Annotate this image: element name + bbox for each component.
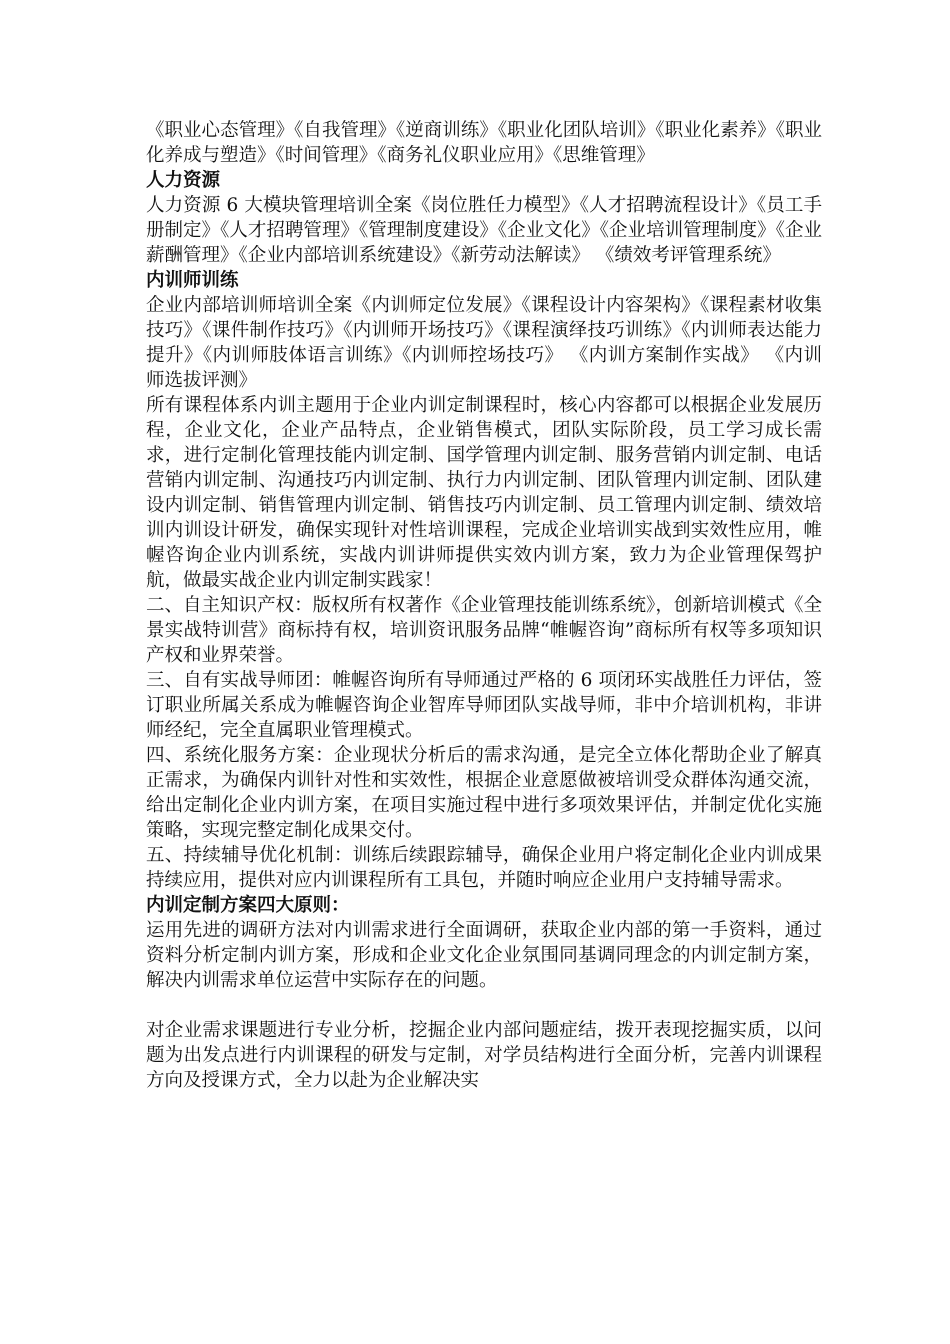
service-plan-paragraph: 四、系统化服务方案：企业现状分析后的需求沟通，是完全立体化帮助企业了解真正需求，为确保内训针对性和实效性，根据企业意愿做被培训受众群体沟通交流，给出定制化企业内训方案，在项目实施过程中进行多项效果评估，并制定优化实施策略，实现完整定制化成果交付。 bbox=[146, 745, 822, 841]
research-paragraph: 运用先进的调研方法对内训需求进行全面调研，获取企业内部的第一手资料，通过资料分析定制内训方案，形成和企业文化企业氛围同基调同理念的内训定制方案，解决内训需求单位运营中实际存在的问题。 bbox=[146, 920, 822, 991]
blank-line bbox=[146, 993, 822, 1018]
customization-paragraph: 所有课程体系内训主题用于企业内训定制课程时，核心内容都可以根据企业发展历程，企业文化，企业产品特点，企业销售模式，团队实际阶段，员工学习成长需求，进行定制化管理技能内训定制、国学管理内训定制、服务营销内训定制、电话营销内训定制、沟通技巧内训定制、执行力内训定制、团队管理内训定制、团队建设内训定制、销售管理内训定制、销售技巧内训定制、员工管理内训定制、绩效培训内训设计研发，确保实现针对性培训课程，完成企业培训实战到实效性应用，帷幄咨询企业内训系统，实战内训讲师提供实效内训方案，致力为企业管理保驾护航，做最实战企业内训定制实践家！ bbox=[146, 395, 822, 591]
course-list-paragraph: 《职业心态管理》《自我管理》《逆商训练》《职业化团队培训》《职业化素养》《职业化养成与塑造》《时间管理》《商务礼仪职业应用》《思维管理》 bbox=[146, 120, 822, 166]
mentor-team-paragraph: 三、自有实战导师团：帷幄咨询所有导师通过严格的 6 项闭环实战胜任力评估，签订职业所属关系成为帷幄咨询企业智库导师团队实战导师，非中介培训机构，非讲师经纪，完全直属职业管理模式。 bbox=[146, 670, 822, 741]
section-heading-trainer: 内训师训练 bbox=[146, 270, 239, 291]
section-heading-principles: 内训定制方案四大原则： bbox=[146, 895, 350, 916]
hr-course-paragraph: 人力资源 6 大模块管理培训全案《岗位胜任力模型》《人才招聘流程设计》《员工手册制定》《人才招聘管理》《管理制度建设》《企业文化》《企业培训管理制度》《企业薪酬管理》《企业内部培训系统建设》《新劳动法解读》 《绩效考评管理系统》 bbox=[146, 195, 822, 266]
section-heading-hr: 人力资源 bbox=[146, 170, 221, 191]
document-body bbox=[146, 118, 822, 1093]
coaching-paragraph: 五、持续辅导优化机制：训练后续跟踪辅导，确保企业用户将定制化企业内训成果持续应用，提供对应内训课程所有工具包，并随时响应企业用户支持辅导需求。 bbox=[146, 845, 822, 891]
trainer-course-paragraph: 企业内部培训师培训全案《内训师定位发展》《课程设计内容架构》《课程素材收集技巧》《课件制作技巧》《内训师开场技巧》《课程演绎技巧训练》《内训师表达能力提升》《内训师肢体语言训练》《内训师控场技巧》 《内训方案制作实战》 《内训师选拔评测》 bbox=[146, 295, 822, 391]
ip-paragraph: 二、自主知识产权：版权所有权著作《企业管理技能训练系统》，创新培训模式《全景实战特训营》商标持有权，培训资讯服务品牌“帷幄咨询”商标所有权等多项知识产权和业界荣誉。 bbox=[146, 595, 822, 666]
analysis-paragraph: 对企业需求课题进行专业分析，挖掘企业内部问题症结，拨开表现挖掘实质，以问题为出发点进行内训课程的研发与定制，对学员结构进行全面分析，完善内训课程方向及授课方式，全力以赴为企业解决实 bbox=[146, 1020, 822, 1091]
